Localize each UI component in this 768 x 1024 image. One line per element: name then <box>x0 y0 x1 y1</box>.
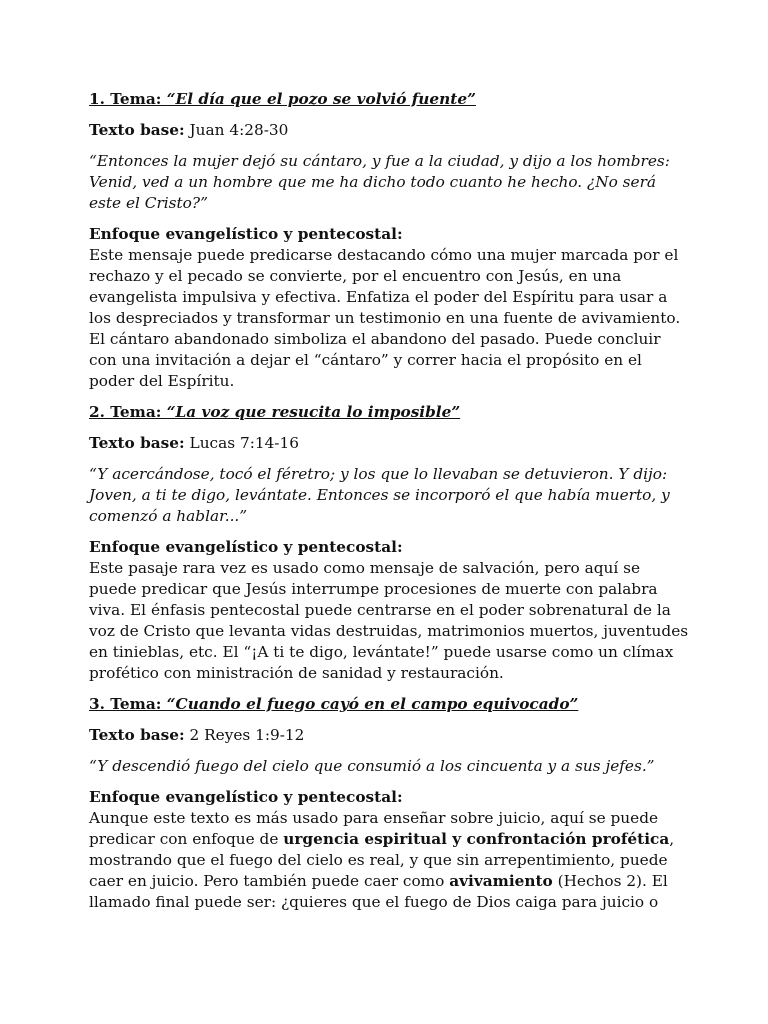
section-heading <box>89 402 689 423</box>
focus-body-text: (Hechos 2). El llamado final puede ser: ¿quieres que el fuego de Dios caiga para juicio o <box>89 872 668 911</box>
base-text-label: Texto base: <box>89 434 185 452</box>
focus-body: Este pasaje rara vez es usado como mensaje de salvación, pero aquí se puede predicar que Jesús interrumpe procesiones de muerte con palabra viva. El énfasis pentecostal puede centrarse en el poder sobrenatural de la voz de Cristo que levanta vidas destruidas, matrimonios muertos, juventudes en tinieblas, etc. El “¡A ti te digo, levántate!” puede usarse como un clímax profético con ministración de sanidad y restauración. <box>89 559 689 682</box>
section-heading <box>89 694 689 715</box>
heading-number: 1. Tema: <box>89 90 167 108</box>
base-text <box>89 120 689 141</box>
heading-title: “Cuando el fuego cayó en el campo equivocado” <box>166 695 579 713</box>
base-text-label: Texto base: <box>89 121 185 139</box>
focus-body-text: , mostrando que el fuego del cielo es real, y que sin arrepentimiento, puede caer en juicio. Pero también puede caer como <box>89 830 675 890</box>
focus-block <box>89 537 689 684</box>
section-3 <box>89 694 689 913</box>
base-text <box>89 433 689 454</box>
section-1 <box>89 89 689 392</box>
focus-label: Enfoque evangelístico y pentecostal: <box>89 538 403 556</box>
focus-body-emphasis: urgencia espiritual y confrontación profética <box>283 830 670 848</box>
base-text-reference: Juan 4:28-30 <box>184 121 289 139</box>
focus-body: Este mensaje puede predicarse destacando cómo una mujer marcada por el rechazo y el pecado se convierte, por el encuentro con Jesús, en una evangelista impulsiva y efectiva. Enfatiza el poder del Espíritu para usar a los despreciados y transformar un testimonio en una fuente de avivamiento. El cántaro abandonado simboliza el abandono del pasado. Puede concluir con una invitación a dejar el “cántaro” y correr hacia el propósito en el poder del Espíritu. <box>89 246 681 390</box>
base-text-label: Texto base: <box>89 726 185 744</box>
base-text <box>89 725 689 746</box>
scripture-quote: “Entonces la mujer dejó su cántaro, y fue a la ciudad, y dijo a los hombres: Venid, ved a un hombre que me ha dicho todo cuanto he hecho. ¿No será este el Cristo?” <box>89 152 670 212</box>
focus-block <box>89 224 689 392</box>
focus-label: Enfoque evangelístico y pentecostal: <box>89 788 403 806</box>
base-text-reference: Lucas 7:14-16 <box>184 434 299 452</box>
document-page <box>89 89 689 923</box>
focus-block <box>89 787 689 913</box>
heading-title: “El día que el pozo se volvió fuente” <box>166 90 476 108</box>
heading-title: “La voz que resucita lo imposible” <box>166 403 461 421</box>
focus-body <box>89 808 689 913</box>
scripture-quote: “Y descendió fuego del cielo que consumió a los cincuenta y a sus jefes.” <box>89 757 655 775</box>
heading-number: 3. Tema: <box>89 695 167 713</box>
focus-label: Enfoque evangelístico y pentecostal: <box>89 225 403 243</box>
base-text-reference: 2 Reyes 1:9-12 <box>184 726 305 744</box>
focus-body-emphasis: avivamiento <box>449 872 553 890</box>
focus-body-text: Aunque este texto es más usado para enseñar sobre juicio, aquí se puede predicar con enfoque de <box>89 809 659 848</box>
section-heading <box>89 89 689 110</box>
heading-number: 2. Tema: <box>89 403 167 421</box>
section-2 <box>89 402 689 684</box>
scripture-quote: “Y acercándose, tocó el féretro; y los que lo llevaban se detuvieron. Y dijo: Joven, a ti te digo, levántate. Entonces se incorporó el que había muerto, y comenzó a hablar...” <box>89 465 670 525</box>
